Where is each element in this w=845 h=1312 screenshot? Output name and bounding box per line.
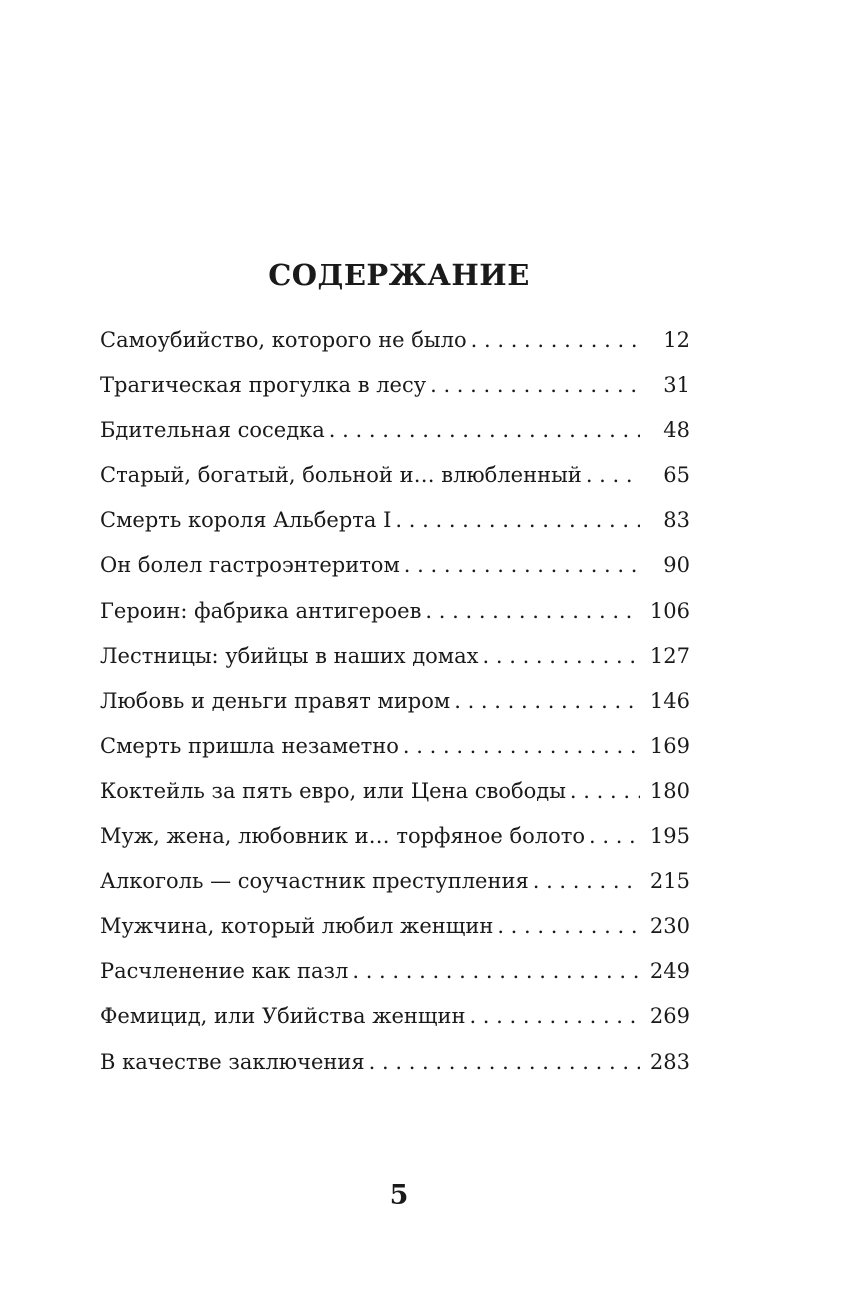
toc-entry-page: 249 — [649, 959, 690, 984]
toc-entry-page: 230 — [649, 914, 690, 939]
table-of-contents — [100, 318, 690, 1085]
dot-leader — [403, 724, 640, 769]
toc-entry-page: 83 — [663, 508, 690, 533]
dot-leader — [369, 1040, 640, 1085]
toc-entry — [100, 904, 690, 949]
toc-entry-page: 31 — [663, 373, 690, 398]
toc-entry-title: Алкоголь — соучастник преступления — [100, 869, 529, 894]
toc-entry-title: Самоубийство, которого не было — [100, 328, 467, 352]
toc-entry-page: 90 — [663, 553, 690, 578]
dot-leader — [395, 498, 640, 543]
toc-entry — [100, 859, 690, 904]
toc-entry — [100, 453, 690, 498]
page-number: 5 — [389, 1180, 409, 1211]
dot-leader — [469, 994, 640, 1039]
toc-entry — [100, 679, 690, 724]
toc-entry — [100, 498, 690, 543]
toc-entry — [100, 589, 690, 634]
toc-entry-title: Он болел гастроэнтеритом — [100, 553, 400, 578]
dot-leader — [352, 949, 640, 994]
toc-entry-page: 146 — [649, 688, 690, 713]
toc-entry-title: Расчленение как пазл — [100, 959, 349, 984]
dot-leader — [471, 318, 640, 363]
toc-entry-page: 180 — [649, 778, 690, 803]
dot-leader — [483, 634, 640, 679]
toc-entry — [100, 724, 690, 769]
toc-entry — [100, 994, 690, 1039]
dot-leader — [533, 859, 640, 904]
toc-entry-page: 169 — [649, 733, 690, 758]
toc-entry-title: Мужчина, который любил женщин — [100, 914, 494, 939]
dot-leader — [329, 408, 640, 453]
toc-entry-title: Фемицид, или Убийства женщин — [100, 1004, 466, 1029]
dot-leader — [404, 543, 640, 588]
toc-entry-title: В качестве заключения — [100, 1049, 365, 1074]
dot-leader — [497, 904, 640, 949]
page-title: СОДЕРЖАНИЕ — [268, 258, 530, 292]
toc-entry-title: Героин: фабрика антигероев — [100, 598, 422, 623]
toc-entry — [100, 363, 690, 408]
toc-entry-page: 65 — [663, 463, 690, 488]
toc-entry-title: Бдительная соседка — [100, 418, 325, 443]
toc-entry-title: Смерть пришла незаметно — [100, 733, 399, 758]
toc-entry-title: Муж, жена, любовник и… торфяное болото — [100, 824, 585, 849]
toc-entry-title: Трагическая прогулка в лесу — [100, 373, 427, 398]
toc-entry-page: 12 — [663, 328, 690, 352]
toc-entry-title: Коктейль за пять евро, или Цена свободы — [100, 778, 566, 803]
dot-leader — [570, 769, 640, 814]
toc-entry — [100, 1040, 690, 1085]
toc-entry — [100, 814, 690, 859]
toc-entry-page: 283 — [649, 1049, 690, 1074]
dot-leader — [586, 453, 640, 498]
toc-entry — [100, 318, 690, 363]
toc-entry — [100, 769, 690, 814]
dot-leader — [454, 679, 640, 724]
toc-entry-title: Старый, богатый, больной и… влюбленный — [100, 463, 582, 488]
toc-entry-page: 48 — [663, 418, 690, 443]
toc-entry — [100, 408, 690, 453]
toc-entry-page: 215 — [649, 869, 690, 894]
dot-leader — [430, 363, 640, 408]
toc-entry-title: Смерть короля Альберта I — [100, 508, 392, 533]
toc-entry-page: 106 — [649, 598, 690, 623]
toc-entry-title: Лестницы: убийцы в наших домах — [100, 643, 479, 668]
toc-entry-page: 269 — [649, 1004, 690, 1029]
toc-entry — [100, 949, 690, 994]
toc-entry-page: 127 — [649, 643, 690, 668]
dot-leader — [425, 589, 640, 634]
toc-entry — [100, 634, 690, 679]
toc-entry — [100, 543, 690, 588]
toc-entry-title: Любовь и деньги правят миром — [100, 688, 451, 713]
toc-entry-page: 195 — [649, 824, 690, 849]
dot-leader — [589, 814, 640, 859]
